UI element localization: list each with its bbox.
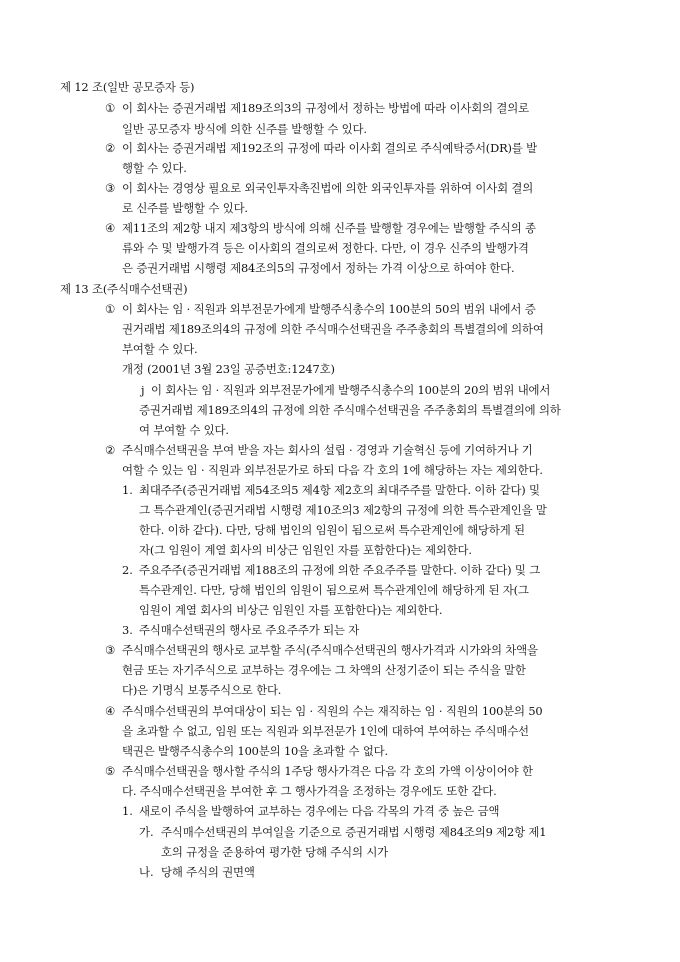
art12-item1-number: ① (105, 101, 116, 115)
art13-item1-number: ① (105, 302, 116, 316)
art13-item1-line1: 이 회사는 임 · 직원과 외부전문가에게 발행주식총수의 100분의 50의 범위 내에서 증 (122, 302, 536, 316)
art12-item2-line1: 이 회사는 증권거래법 제192조의 규정에 따라 이사회 결의로 주식예탁증서(DR)를 발 (122, 141, 537, 155)
art13-item2-line1: 주식매수선택권을 부여 받을 자는 회사의 설립 · 경영과 기술혁신 등에 기여하거나 기 (122, 443, 533, 457)
art13-item2-sub2-number: 2. (122, 563, 133, 577)
art13-item2-sub1-line1: 최대주주(증권거래법 제54조의5 제4항 제2호의 최대주주를 말한다. 이하 같다) 및 (139, 483, 540, 497)
art12-item3-line2: 로 신주를 발행할 수 있다. (122, 201, 248, 215)
art13-item5-sub1-a-number: 가. (139, 825, 154, 839)
art13-item1-line3: 부여할 수 있다. (122, 342, 198, 356)
art13-amendment-marker: j (141, 383, 145, 397)
art13-amendment-note: 개정 (2001년 3월 23일 공증번호:1247호) (122, 362, 335, 376)
article-13-title: 제 13 조(주식매수선택권) (60, 282, 188, 296)
art13-item5-sub1-a-line2: 호의 규정을 준용하여 평가한 당해 주식의 시가 (161, 845, 389, 859)
art12-item3-line1: 이 회사는 경영상 필요로 외국인투자촉진법에 의한 외국인투자를 위하여 이사회 결의 (122, 181, 534, 195)
art13-item2-sub2-line3: 임원이 계열 회사의 비상근 임원인 자를 포함한다)는 제외한다. (139, 603, 443, 617)
art13-item4-line1: 주식매수선택권의 부여대상이 되는 임 · 직원의 수는 재직하는 임 · 직원의 100분의 50 (122, 704, 543, 718)
art13-item3-line2: 현금 또는 자기주식으로 교부하는 경우에는 그 차액의 산정기준이 되는 주식을 말한 (122, 663, 526, 677)
art13-item5-number: ⑤ (105, 764, 116, 778)
art13-item5-line1: 주식매수선택권을 행사할 주식의 1주당 행사가격은 다음 각 호의 가액 이상이어야 한 (122, 764, 533, 778)
art13-amendment-line3: 여 부여할 수 있다. (139, 423, 229, 437)
art12-item4-line3: 은 증권거래법 시행령 제84조의5의 규정에서 정하는 가격 이상으로 하여야 한다. (122, 261, 515, 275)
art13-item3-number: ③ (105, 643, 116, 657)
art13-item5-sub1-a-line1: 주식매수선택권의 부여일을 기준으로 증권거래법 시행령 제84조의9 제2항 제1 (161, 825, 547, 839)
art13-item2-number: ② (105, 443, 116, 457)
art13-item2-sub1-number: 1. (122, 483, 133, 497)
art13-item4-line3: 택권은 발행주식총수의 100분의 10을 초과할 수 없다. (122, 744, 388, 758)
art13-item4-number: ④ (105, 704, 116, 718)
art13-item5-sub1-line1: 새로이 주식을 발행하여 교부하는 경우에는 다음 각목의 가격 중 높은 금액 (139, 804, 500, 818)
art13-item5-sub1-b-line1: 당해 주식의 권면액 (161, 865, 255, 879)
art13-item5-sub1-b-number: 나. (139, 865, 154, 879)
art13-item2-sub2-line1: 주요주주(증권거래법 제188조의 규정에 의한 주요주주를 말한다. 이하 같다) 및 그 (139, 563, 541, 577)
article-12-title: 제 12 조(일반 공모증자 등) (60, 80, 195, 94)
art12-item1-line1: 이 회사는 증권거래법 제189조의3의 규정에서 정하는 방법에 따라 이사회의 결의로 (122, 101, 529, 115)
art13-item5-line2: 다. 주식매수선택권을 부여한 후 그 행사가격을 조정하는 경우에도 또한 같다. (122, 784, 497, 798)
art13-item2-sub3-number: 3. (122, 623, 133, 637)
art13-item2-sub1-line4: 자(그 임원이 계열 회사의 비상근 임원인 자를 포함한다)는 제외한다. (139, 543, 472, 557)
art13-item1-line2: 권거래법 제189조의4의 규정에 의한 주식매수선택권을 주주총회의 특별결의에 의하여 (122, 322, 544, 336)
art13-amendment-line2: 증권거래법 제189조의4의 규정에 의한 주식매수선택권을 주주총회의 특별결의에 의하 (139, 403, 561, 417)
art13-item2-sub1-line2: 그 특수관계인(증권거래법 시행령 제10조의3 제2항의 규정에 의한 특수관계인을 말 (139, 503, 547, 517)
art12-item1-line2: 일반 공모증자 방식에 의한 신주를 발행할 수 있다. (122, 122, 367, 136)
art13-item2-sub2-line2: 특수관계인. 다만, 당해 법인의 임원이 됨으로써 특수관계인에 해당하게 된 자(그 (139, 583, 529, 597)
art12-item2-line2: 행할 수 있다. (122, 161, 187, 175)
art13-item3-line3: 다)은 기명식 보통주식으로 한다. (122, 683, 282, 697)
art13-item2-sub1-line3: 한다. 이하 같다). 다만, 당해 법인의 임원이 됨으로써 특수관계인에 해당하게 된 (139, 523, 525, 537)
art12-item4-line1: 제11조의 제2항 내지 제3항의 방식에 의해 신주를 발행할 경우에는 발행할 주식의 종 (122, 221, 536, 235)
art12-item4-number: ④ (105, 221, 116, 235)
art13-item5-sub1-number: 1. (122, 804, 133, 818)
art12-item4-line2: 류와 수 및 발행가격 등은 이사회의 결의로써 정한다. 다만, 이 경우 신주의 발행가격 (122, 241, 529, 255)
art12-item2-number: ② (105, 141, 116, 155)
art12-item3-number: ③ (105, 181, 116, 195)
art13-item3-line1: 주식매수선택권의 행사로 교부할 주식(주식매수선택권의 행사가격과 시가와의 차액을 (122, 643, 538, 657)
art13-item4-line2: 을 초과할 수 없고, 임원 또는 직원과 외부전문가 1인에 대하여 부여하는 주식매수선 (122, 724, 529, 738)
art13-item2-sub3-line1: 주식매수선택권의 행사로 주요주주가 되는 자 (139, 623, 360, 637)
art13-item2-line2: 여할 수 있는 임 · 직원과 외부전문가로 하되 다음 각 호의 1에 해당하는 자는 제외한다. (122, 463, 543, 477)
art13-amendment-line1: 이 회사는 임 · 직원과 외부전문가에게 발행주식총수의 100분의 20의 범위 내에서 (151, 383, 551, 397)
